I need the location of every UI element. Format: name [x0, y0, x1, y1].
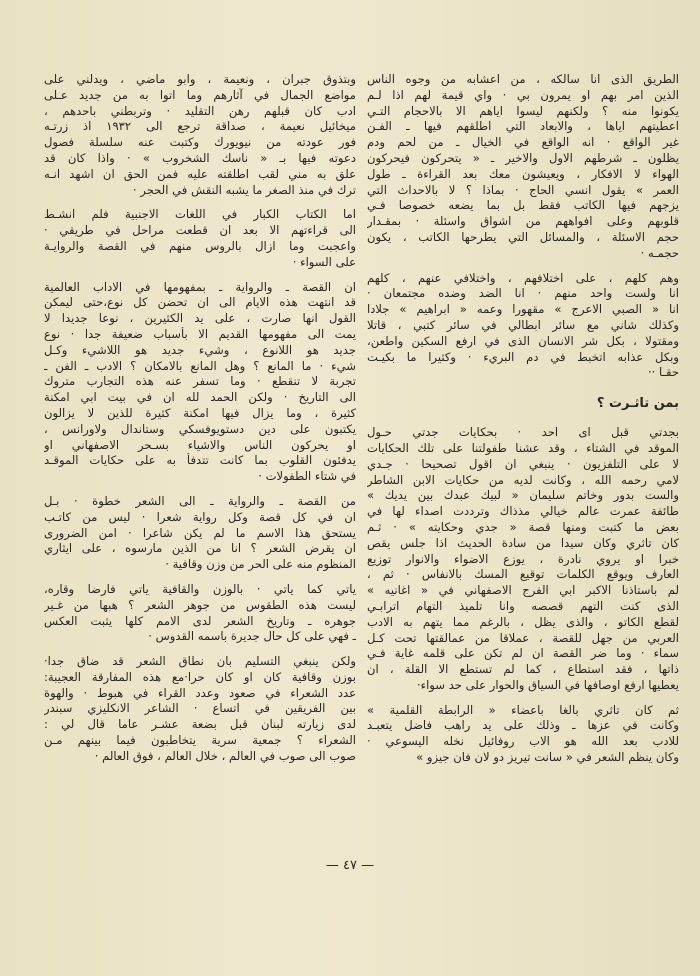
text-line: والست بدور وخاتم سليمان « لبيك عبدك بين يديك » [367, 488, 679, 503]
text-line: علق به مني لقب اطلقته عليه فمن الحق ان اشهد انـه [44, 166, 356, 181]
page-number: — ٤٧ — [325, 858, 375, 873]
text-line: ثم كان تاثري بالغا باعضاء « الرابطة القلمية » [367, 702, 679, 717]
paragraph [367, 271, 679, 382]
right-text-column [367, 72, 679, 775]
text-line: لا على التلفزيون · ينبغي ان اقول تصحيحا · جـدي [367, 456, 679, 471]
text-line: لم باستاذنا الاكبر ابي الفرج الاصفهاني في « اغانيه » [367, 583, 679, 598]
text-line: ياتي كما ياتي · بالوزن والقافية ياتي فارضا وقاره، [44, 581, 356, 596]
text-line: المنظوم منه على الحر من وزن وقافية · [165, 557, 356, 572]
text-line: يكتبون على دين دستويوفسكي وستاندال ولاورانس ، [44, 421, 356, 436]
text-line: انا ولست واحد منهم · انا الضد وضده مجتمعان · [367, 286, 679, 301]
text-line: او يحركون الناس والاشياء بسـحر الاصفهاني او [44, 437, 356, 452]
text-line: في شتاء الطفولات · [258, 469, 356, 484]
text-line: من القصة ـ والرواية ـ الى الشعر خطوة · بـل [44, 493, 356, 508]
text-line: الموقد في الشتاء ، وقد عشنا طفولتنا على تلك الحكايات [367, 440, 679, 455]
paragraph [44, 207, 356, 270]
text-line: وهم كلهم ، على اختلافهم ، واختلافي عنهم ، كلهم [367, 270, 679, 285]
text-line: بوزن وقافية كان او كان حرا·مع هذه المفارقة العجيبة: [44, 669, 356, 684]
text-line: يظلون ـ شرطهم الاول والاخير ـ « يتحركون فيحركون [367, 150, 679, 165]
text-line: الطريق الذى انا سالكه ، من اعشابه من وجوه الناس [367, 72, 679, 86]
text-line: يستحق هذا الاسم ما لم يكن شاعرا · امن الضرورى [44, 525, 356, 540]
text-line: جوهره ـ وتاريخ الشعر لدى الامم كلها يثبت العكس [44, 613, 356, 628]
text-line: سماء · وما ضر القصة ان لم تكن على قلمه غاية فـي [367, 646, 679, 661]
text-line: العارف ويوقع الكلمات توقيع المسك بالانفاس · ثم ، [367, 567, 679, 582]
paragraph [44, 582, 356, 645]
left-paragraphs [44, 72, 356, 765]
text-line: خبرا او يروي نادرة ، يوزع الاضواء والانوار توزيع [367, 551, 679, 566]
text-line: ان القصة ـ والرواية ـ بمفهومها في الاداب العالمية [44, 279, 356, 294]
text-line: غير الواقع · انه الواقع في الخيال ـ من لحم ودم [367, 135, 679, 150]
text-line: للادب بعد الله هو الاب روفائيل نخله اليسوعي · [367, 734, 679, 749]
paragraph [44, 494, 356, 573]
text-line: لقطع الكاتو ، والذى يظل ، بالرغم مما يتهم به الادب [367, 614, 679, 629]
text-line: لدى زيارته لبنان قبل بضعة عشـر عاما قال لي : [44, 717, 356, 732]
text-line: حجم الاسئلة ، والمسائل التي يطرحها الكاتب ، يكون [367, 229, 679, 244]
text-line: ان يقرض الشعر ؟ انا من الذين مارسوه ، على ايثاري [44, 541, 356, 556]
right-paragraphs-after-heading [367, 425, 679, 766]
text-line: بين الفريقين في اتساع · الشاعر الانكليزي سبندر [44, 701, 356, 716]
text-line: تجربة لا تنقطع · وما تسفر عنه هذه التجارب متروك [44, 374, 356, 389]
text-line: يمت الى مفهومها القديم الا بأسباب ضعيفة جدا · نوع [44, 326, 356, 341]
text-line: ذاتها ، فقد استطاع ، كما لم تستطع الا القلة ، ان [367, 662, 679, 677]
paragraph [44, 654, 356, 765]
text-line: العمر » يقول انسي الحاج · بماذا ؟ لا بالاحداث التي [367, 182, 679, 197]
text-line: كثيرة ، وما يزال فيها امكنة كثيرة للذين لا يزالون [44, 405, 356, 420]
text-line: شيء · ما المانع ؟ وهل المانع بالامكان ؟ الادب ـ الفن ـ [44, 358, 356, 373]
text-line: على السواء · [292, 254, 356, 269]
text-line: ان في كل قصة وكل رواية شعرا · ليس من كاتـب [44, 509, 356, 524]
paragraph [367, 72, 679, 262]
text-line: يكونوا منه ؟ ولكنهم ليسوا اياهم الا بالاحجام التـي [367, 103, 679, 118]
text-line: وبتذوق جبران ، ونعيمة ، وابو ماضي ، ويدلني على [44, 72, 356, 86]
text-line: الى قراءتهم الا بعد ان قطعت مراحل في طريقي · [44, 223, 356, 238]
text-line: القول انها صارت ، على يد الكثيرين ، نوعا جديدا لا [44, 311, 356, 326]
text-line: ـ فهي على كل حال جديرة باسمه القدوس · [148, 629, 356, 644]
text-line: العربي من جهل للقصة ، عملاقا من عمالقتها تحت كـل [367, 630, 679, 645]
text-line: الى التاريخ · ولكن الحمد لله ان في بيت ابي امكنة [44, 390, 356, 405]
paragraph [367, 703, 679, 766]
text-line: الشعراء ؟ جمعية سرية يتخاطبون فيما بينهم مـن [44, 733, 356, 748]
text-line: لامي رحمه الله ، وكانت لديه من حكايات الابن الشاطر [367, 472, 679, 487]
text-line: يعطيها ارفع اوصافها في السياق والحوار على حد سواء· [416, 677, 679, 692]
text-line: ادب كان قبلهم رهن التقليد · وتربطني باحدهم ، [44, 103, 356, 118]
text-line: وكان ينظم الشعر في « سانت تيريز دو لان فان جيزو » [416, 750, 679, 765]
left-text-column [44, 72, 356, 774]
text-line: قلوبهم وعلى افواههم من اشواق واسئلة · بمقـدار [367, 214, 679, 229]
text-line: اما الكتاب الكبار في اللغات الاجنبية فلم انشـط [44, 207, 356, 222]
text-line: ولكن ينبغي التسليم بان نطاق الشعر قد ضاق جدا· [44, 654, 356, 669]
text-line: ومقتولا ، بكل شر الانسان الذى في ارفع السكين واطعن، [367, 333, 679, 348]
text-line: انا « الصبي الاعرج » مقهورا وعمه « ابراهيم » جلادا [367, 302, 679, 317]
text-line: ليست هذه الطقوس من جوهر الشعر ؟ هبها من غـير [44, 597, 356, 612]
text-line: ميخائيل نعيمة ، صداقة ترجع الى ١٩٣٢ اذ زرتـه [44, 119, 356, 134]
text-line: حجمـه · [640, 245, 679, 260]
section-heading: بمن تاثـرت ؟ [596, 396, 679, 412]
text-line: اعطيتهم اياها ، والابعاد التي اطلقهم فيها ـ الفـن [367, 119, 679, 134]
text-line: فور عودته من نيويورك وكتبت عنه سلسلة فصول [44, 135, 356, 150]
text-line: كان تاثري وكان سيدا من سادة الحديث اذا جلس يقص [367, 535, 679, 550]
text-line: مواضع الجمال في آثارهم وما اتوا به من جديد عـلى [44, 87, 356, 102]
right-paragraphs-before-heading [367, 72, 679, 381]
text-line: قد انتهت هذه الايام الى ان تحضن كل نوع،حتى ليمكن [44, 295, 356, 310]
text-line: وكذلك شاني مع سائر ابطالي في سائر كتبي ، قاتلا [367, 317, 679, 332]
text-line: حقـا ·· [647, 365, 679, 380]
text-line: الهواء لا الافكار ، ويعيشون معك بعد القراءة ـ طول [367, 166, 679, 181]
text-line: يزجهم فيها الكاتب فقط بل بما يضعه خصوصا فـي [367, 198, 679, 213]
text-line: بجدتي قبل اى احد · بحكايات جدتي حـول [367, 425, 679, 440]
text-line: يدفئون القلوب بما كانت تتدفأ به على حكايات الموقـد [44, 453, 356, 468]
paragraph [44, 72, 356, 198]
text-line: ترك في منذ الصغر ما يشبه النقش في الحجر · [132, 182, 356, 197]
text-line: وكانت في عزها ـ وذلك على يد راهب فاضل يتعبـد [367, 718, 679, 733]
text-line: عدد الشعراء في صعود وعدد القراء في هبوط · والهوة [44, 685, 356, 700]
text-line: الذين امر بهم او يمرون بي · واي قيمة لهم اذا لـم [367, 87, 679, 102]
text-line: واعجبت وما ازال بالروس منهم في القصة والروايـة [44, 238, 356, 253]
text-line: الذى كنت التهم قصصه وانا تلميذ التهام اترابـي [367, 598, 679, 613]
text-line: جديد هو اللانوع ، وشيء جديد هو اللاشيء وكـل [44, 342, 356, 357]
text-line: وبكل عذابه اتخبط في دم البريء · وكثيرا ما بكيـت [367, 349, 679, 364]
text-line: طائفة عمرت عالم خيالي مذذاك وترددت اصداء لها في [367, 504, 679, 519]
paragraph [44, 280, 356, 485]
text-line: صوب الى صوب في العالم ، خلال العالم ، فوق العالم · [94, 748, 356, 763]
text-line: دعوته فيها بـ « ناسك الشخروب » · واذا كان قد [44, 150, 356, 165]
text-line: بعض ما كتبت ومنها قصة « جدي وحكايته » · ثـم [367, 519, 679, 534]
paragraph [367, 425, 679, 694]
